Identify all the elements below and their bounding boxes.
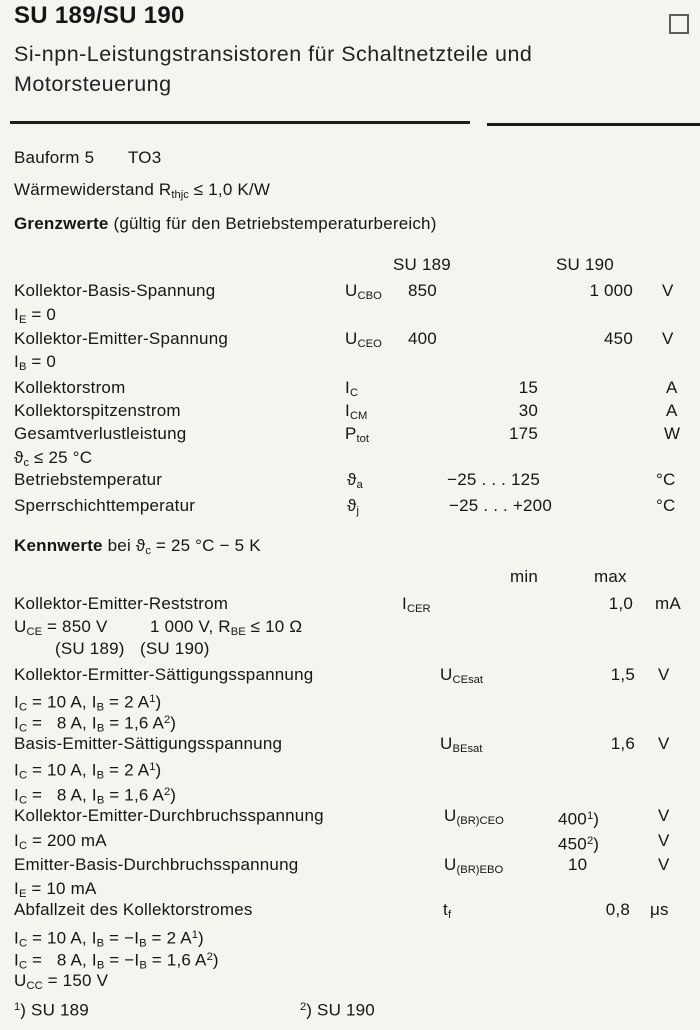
value-min: $450^2$) <box>558 834 600 854</box>
table-row-kollektorspitzenstrom <box>0 401 700 421</box>
subtitle-line-2 <box>0 74 700 94</box>
table-row-abfallzeit <box>0 900 700 920</box>
value-max: 0,8 <box>605 900 630 919</box>
kennwerte-column-headers <box>0 567 700 587</box>
table-row-kollektor-basis-spannung <box>0 281 700 301</box>
table-row-uceo-durchbruch <box>0 806 700 829</box>
row-label: Kollektor-Ermitter-Sättigungsspannung <box>14 665 314 684</box>
condition-line <box>0 448 700 468</box>
row-label: Kollektorspitzenstrom <box>14 401 181 420</box>
condition-line <box>0 947 700 972</box>
table-row-kollektor-emitter-spannung <box>0 329 700 349</box>
value-min: $400^1$) <box>558 809 600 829</box>
symbol-ubrceo: $U_{(BR)CEO}$ <box>444 806 504 827</box>
row-label: Abfallzeit des Kollektorstromes <box>14 900 253 919</box>
value-su189: 400 <box>408 329 437 348</box>
row-label: Kollektor-Basis-Spannung <box>14 281 216 300</box>
symbol-theta-a: $ϑ_a$ <box>347 470 363 491</box>
symbol-ptot: $P_{tot}$ <box>345 424 370 445</box>
column-header-su189: SU 189 <box>393 255 451 274</box>
divider-rule-left <box>10 121 470 124</box>
footnotes <box>0 997 700 1020</box>
table-row-betriebstemperatur <box>0 470 700 490</box>
grenzwerte-heading-bold: Grenzwerte <box>14 214 109 233</box>
value-su189: 850 <box>408 281 437 300</box>
condition-line <box>0 971 700 991</box>
value: 30 <box>518 401 538 420</box>
condition-text: $U_{CE} = 850$ V <box>14 617 108 638</box>
row-label: Kollektor-Emitter-Durchbruchsspannung <box>14 806 324 825</box>
condition-text: 1 000 V, $R_{BE} \le 10$ Ω <box>150 617 303 638</box>
condition-line <box>0 831 700 854</box>
column-header-max: max <box>594 567 627 586</box>
symbol-ic: $I_C$ <box>345 378 359 399</box>
condition-text: $I_B = 0$ <box>14 352 57 373</box>
row-label: Sperrschichttemperatur <box>14 496 196 515</box>
condition-line <box>0 352 700 372</box>
table-row-ube-saettigung <box>0 734 700 754</box>
page-title: SU 189/SU 190 <box>14 2 185 29</box>
unit: °C <box>656 470 676 489</box>
condition-line <box>0 639 700 659</box>
thermal-resistance-text: Wärmewiderstand $R_{thjc} \le 1,0$ K/W <box>14 180 271 201</box>
value: 15 <box>518 378 538 397</box>
unit: V <box>658 855 670 874</box>
symbol-ubrebo: $U_{(BR)EBO}$ <box>444 855 504 876</box>
value: −25 . . . 125 <box>447 470 540 489</box>
value-max: 1,5 <box>610 665 635 684</box>
condition-line <box>0 879 700 899</box>
grenzwerte-column-headers <box>0 255 700 275</box>
corner-checkbox-icon <box>669 14 689 34</box>
unit: V <box>662 329 674 348</box>
symbol-theta-j: $ϑ_j$ <box>347 496 359 517</box>
condition-text: $I_C = 8$ A, $I_B = 1,6$ $A^2$) <box>14 713 177 735</box>
table-row-sperrschichttemperatur <box>0 496 700 516</box>
unit: V <box>658 734 670 753</box>
header <box>0 2 700 29</box>
kennwerte-heading-rest: bei $ϑ_c = 25$ °C − 5 K <box>102 536 261 557</box>
subtitle-text: Motorsteuerung <box>14 72 172 96</box>
condition-line <box>0 925 700 950</box>
value-max: 1,6 <box>610 734 635 753</box>
condition-line <box>0 689 700 714</box>
condition-line <box>0 710 700 735</box>
value: 175 <box>509 424 538 443</box>
table-row-kollektorstrom <box>0 378 700 398</box>
condition-text: $I_C = 10$ A, $I_B = -I_B = 2$ $A^1$) <box>14 928 204 950</box>
grenzwerte-heading-rest: (gültig für den Betriebstemperaturbereich) <box>108 214 437 233</box>
bauform-value: TO3 <box>128 148 162 167</box>
unit: °C <box>656 496 676 515</box>
unit: μs <box>650 900 669 919</box>
row-label: Kollektorstrom <box>14 378 126 397</box>
row-label: Basis-Emitter-Sättigungsspannung <box>14 734 283 753</box>
row-label: Kollektor-Emitter-Spannung <box>14 329 229 348</box>
unit: V <box>658 665 670 684</box>
condition-text: $I_C = 10$ A, $I_B = 2$ $A^1$) <box>14 692 162 714</box>
value-su190: 1 000 <box>589 281 633 300</box>
condition-text: $I_E = 10$ mA <box>14 879 97 900</box>
condition-text: $U_{CC} = 150$ V <box>14 971 109 992</box>
row-label: Gesamtverlustleistung <box>14 424 187 443</box>
symbol-icm: $I_{CM}$ <box>345 401 368 422</box>
table-row-uebo-durchbruch <box>0 855 700 875</box>
row-label: Emitter-Basis-Durchbruchsspannung <box>14 855 299 874</box>
column-header-su190: SU 190 <box>556 255 614 274</box>
condition-text: $I_E = 0$ <box>14 305 57 326</box>
condition-text: $I_C = 200$ mA <box>14 831 107 852</box>
row-label: Kollektor-Emitter-Reststrom <box>14 594 229 613</box>
condition-text: (SU 189) <box>55 639 125 658</box>
bauform-label: Bauform 5 <box>14 148 95 167</box>
kennwerte-heading <box>14 536 700 556</box>
subtitle-text: Si-npn-Leistungstransistoren für Schaltnetzteile und <box>14 42 533 66</box>
condition-line <box>0 757 700 782</box>
table-row-reststrom <box>0 594 700 614</box>
unit: A <box>666 401 678 420</box>
subtitle-line-1 <box>0 44 700 64</box>
grenzwerte-heading <box>14 214 700 234</box>
unit: W <box>664 424 681 443</box>
symbol-tf: $t_f$ <box>443 900 452 921</box>
bauform-line <box>0 148 700 168</box>
condition-text: $I_C = 10$ A, $I_B = 2$ $A^1$) <box>14 760 162 782</box>
unit: V <box>662 281 674 300</box>
value-su190: 450 <box>604 329 633 348</box>
footnote-su189: $^1$) SU 189 <box>14 1000 89 1020</box>
symbol-ucesat: $U_{CEsat}$ <box>440 665 484 686</box>
symbol-uceo: $U_{CEO}$ <box>345 329 382 350</box>
condition-line <box>0 782 700 807</box>
unit: V <box>658 806 670 825</box>
symbol-icer: $I_{CER}$ <box>402 594 431 615</box>
unit: V <box>658 831 670 850</box>
row-label: Betriebstemperatur <box>14 470 163 489</box>
unit: A <box>666 378 678 397</box>
unit: mA <box>655 594 681 613</box>
thermal-resistance-line <box>0 180 700 200</box>
condition-line <box>0 305 700 325</box>
table-row-uce-saettigung <box>0 665 700 685</box>
condition-text: $ϑ_c \le 25$ °C <box>14 448 93 469</box>
column-header-min: min <box>510 567 538 586</box>
condition-text: (SU 190) <box>140 639 210 658</box>
kennwerte-heading-bold: Kennwerte <box>14 536 103 555</box>
value-min: 10 <box>568 855 588 874</box>
footnote-su190: $^2$) SU 190 <box>300 1000 375 1020</box>
value: −25 . . . +200 <box>449 496 552 515</box>
symbol-ucbo: $U_{CBO}$ <box>345 281 382 302</box>
table-row-gesamtverlustleistung <box>0 424 700 444</box>
symbol-ubesat: $U_{BEsat}$ <box>440 734 483 755</box>
divider-rule-right <box>487 123 700 126</box>
condition-text: $I_C = 8$ A, $I_B = -I_B = 1,6$ $A^2$) <box>14 950 219 972</box>
condition-text: $I_C = 8$ A, $I_B = 1,6$ $A^2$) <box>14 785 177 807</box>
condition-line <box>0 617 700 637</box>
value-max: 1,0 <box>608 594 633 613</box>
